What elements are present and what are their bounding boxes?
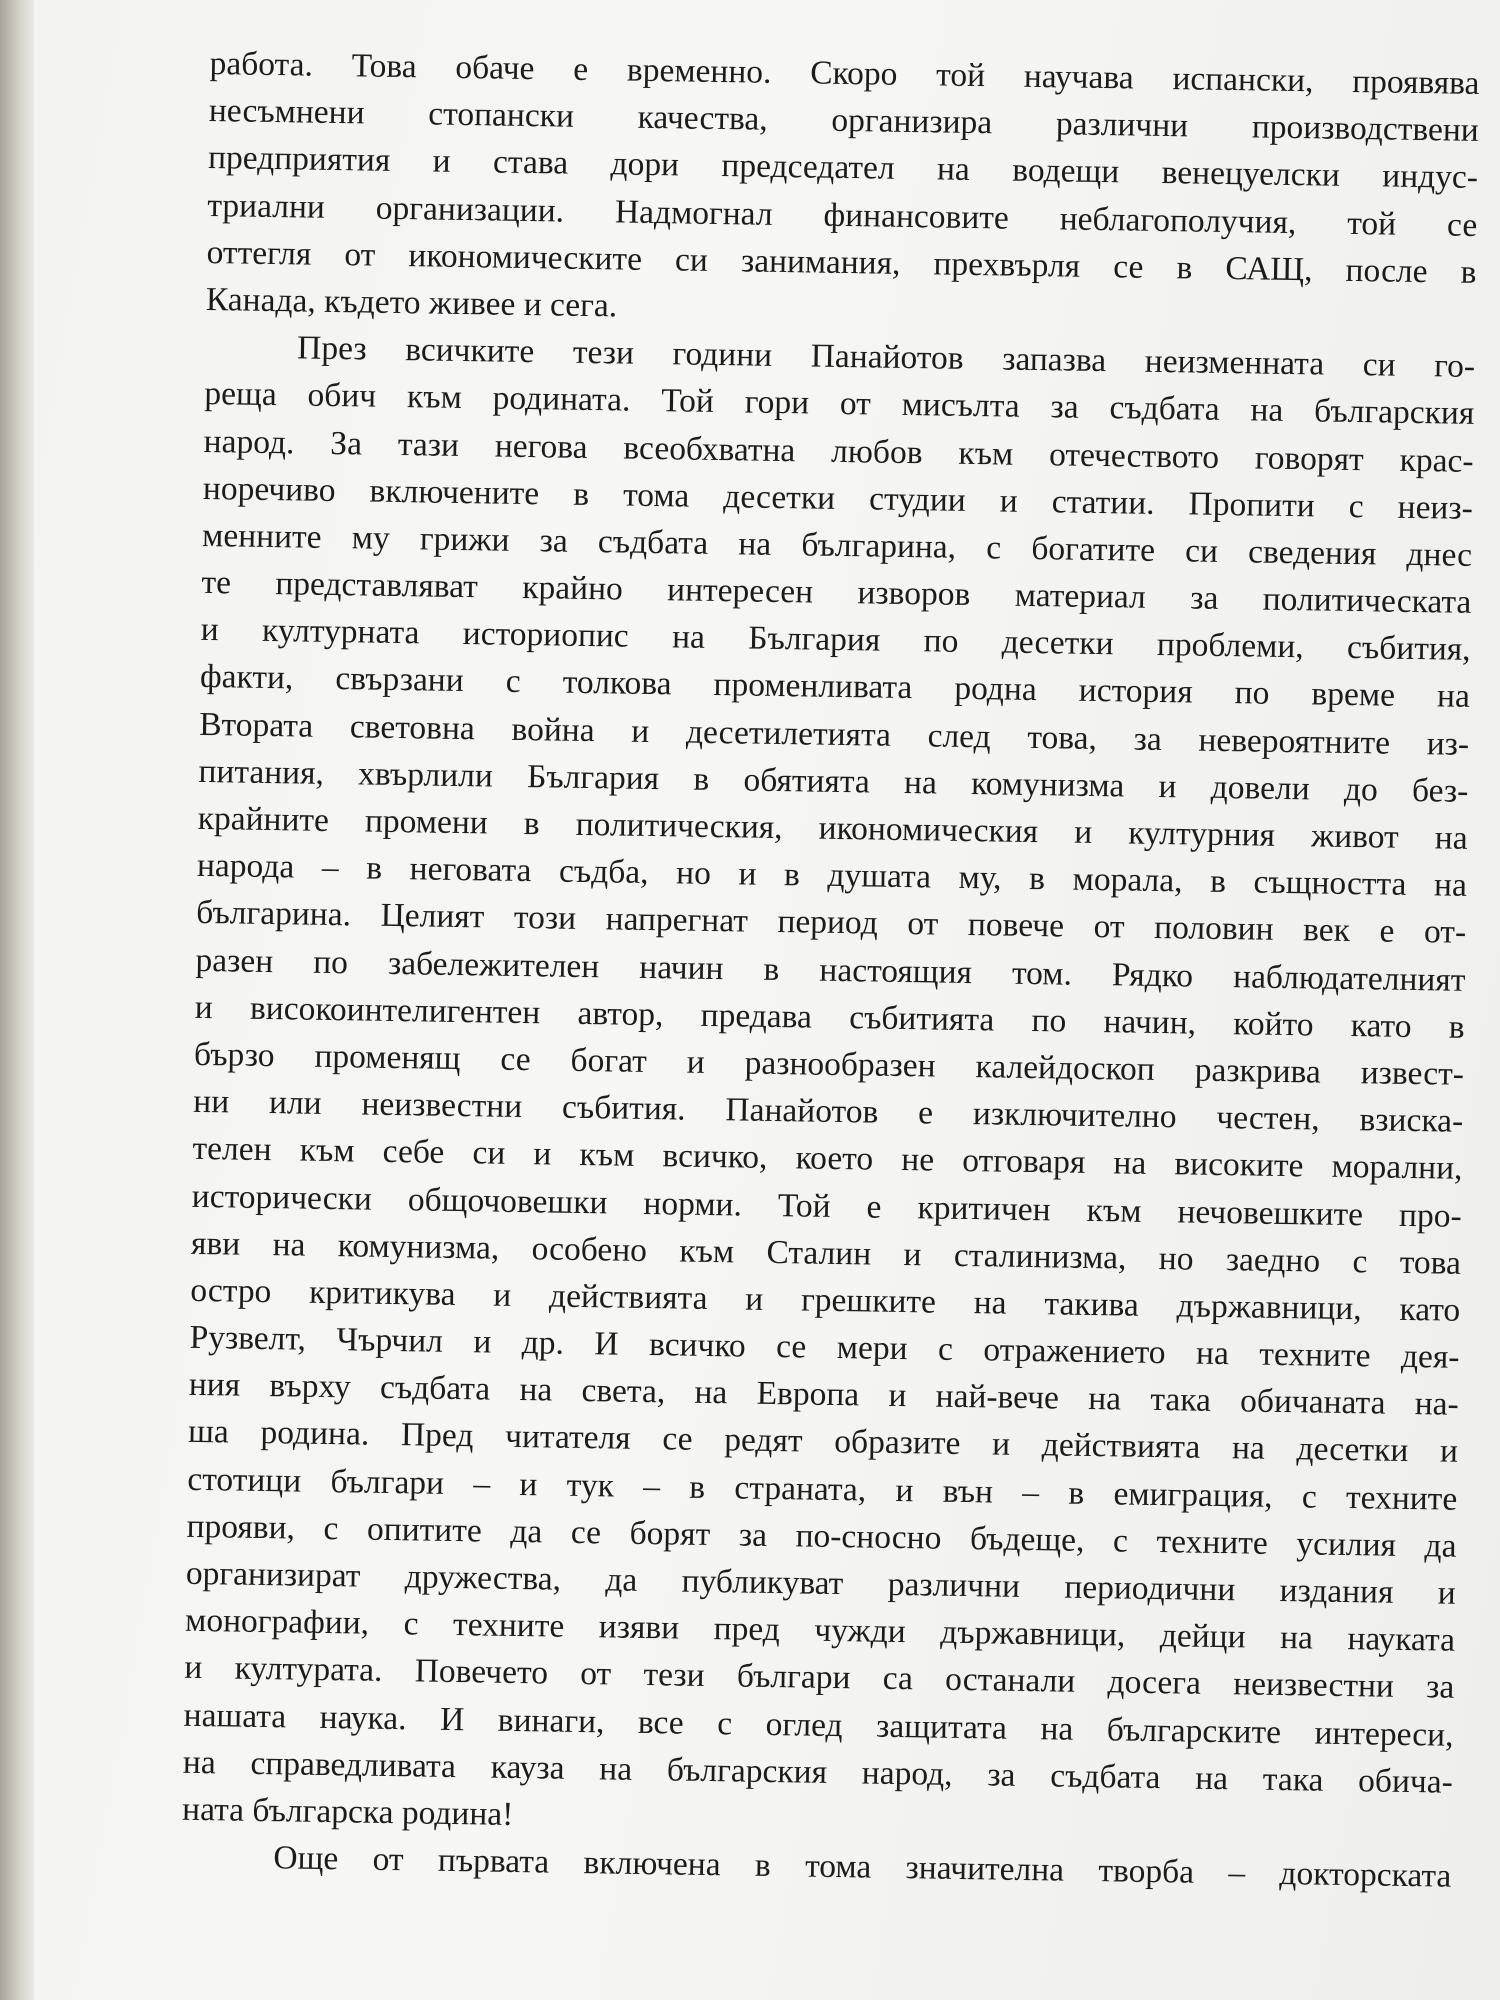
text-line: те представляват крайно интересен изворов материал за политическата	[201, 563, 1472, 621]
text-line: нашата наука. И винаги, все с оглед защитата на българските интереси,	[183, 1696, 1454, 1754]
text-line: триални организации. Надмогнал финансовите неблагополучия, той се	[207, 186, 1478, 244]
text-line: крайните промени в политическия, икономическия и културния живот на	[197, 799, 1468, 857]
text-line: менните му грижи за съдбата на българина, с богатите си сведения днес	[201, 516, 1473, 574]
text-line: несъмнени стопански качества, организира различни производствени	[208, 92, 1480, 150]
text-line: бързо променящ се богат и разнообразен калейдоскоп разкрива извест-	[193, 1035, 1465, 1093]
text-line: Втората световна война и десетилетията след това, за невероятните из-	[198, 705, 1470, 763]
text-line: ната българска родина!	[181, 1790, 514, 1833]
text-line: остро критикува и действията и грешките на такива държавници, като	[190, 1271, 1461, 1329]
text-line: на справедливата кауза на българския народ, за съдбата на така обича-	[182, 1743, 1454, 1801]
text-line: Канада, където живее и сега.	[205, 280, 618, 325]
text-line: българина. Целият този напрегнат период от повече от половин век е от-	[195, 894, 1467, 952]
text-line: питания, хвърлили България в обятията на комунизма и довели до без-	[198, 752, 1469, 810]
text-line: работа. Това обаче е временно. Скоро той научава испански, проявява	[209, 44, 1480, 102]
text-line: реща обич към родината. Той гори от мисълта за съдбата на българския	[204, 375, 1475, 433]
body-text	[181, 40, 1480, 1900]
text-line: Още от първата включена в тома значителна творба – докторската	[273, 1839, 1452, 1895]
text-line: и високоинтелигентен автор, предава събитията по начин, който като в	[194, 988, 1465, 1046]
text-line: стотици българи – и тук – в страната, и вън – в емиграция, с техните	[187, 1460, 1458, 1518]
text-line: телен към себе си и към всичко, което не отговаря на високите морални,	[192, 1130, 1463, 1188]
text-line: ни или неизвестни събития. Панайотов е изключително честен, взиска-	[193, 1082, 1464, 1140]
text-line: предприятия и става дори председател на водещи венецуелски индус-	[207, 139, 1479, 197]
text-line: народ. За тази негова всеобхватна любов към отечеството говорят крас-	[203, 422, 1474, 480]
book-page	[34, 0, 1500, 2000]
text-line: исторически общочовешки норми. Той е критичен към нечовешките про-	[191, 1177, 1462, 1235]
book-gutter	[0, 0, 34, 2000]
text-line: Рузвелт, Чърчил и др. И всичко се мери с отражението на техните дея-	[189, 1318, 1460, 1376]
text-line: яви на комунизма, особено към Сталин и сталинизма, но заедно с това	[190, 1224, 1462, 1282]
text-line: ния върху съдбата на света, на Европа и най-вече на така обичаната на-	[188, 1366, 1460, 1424]
text-line: прояви, с опитите да се борят за по-сносно бъдеще, с техните усилия да	[186, 1507, 1457, 1565]
text-line: През всичките тези години Панайотов запазва неизменната си го-	[296, 329, 1476, 386]
text-line: организират дружества, да публикуват различни периодични издания и	[185, 1554, 1457, 1612]
text-line: оттегля от икономическите си занимания, прехвърля се в САЩ, после в	[206, 233, 1477, 291]
text-line: норечиво включените в тома десетки студии и статии. Пропити с неиз-	[202, 469, 1474, 527]
text-line: ша родина. Пред читателя се редят образите и действията на десетки и	[187, 1413, 1459, 1471]
text-line: разен по забележителен начин в настоящия том. Рядко наблюдателният	[195, 941, 1466, 999]
text-line: монографии, с техните изяви пред чужди държавници, дейци на науката	[184, 1601, 1456, 1659]
text-line: и културната историопис на България по десетки проблеми, събития,	[200, 611, 1471, 669]
text-line: факти, свързани с толкова променливата родна история по време на	[199, 658, 1471, 716]
text-line: и културата. Повечето от тези българи са останали досега неизвестни за	[184, 1649, 1455, 1707]
text-line: народа – в неговата съдба, но и в душата му, в морала, в същността на	[196, 847, 1468, 905]
